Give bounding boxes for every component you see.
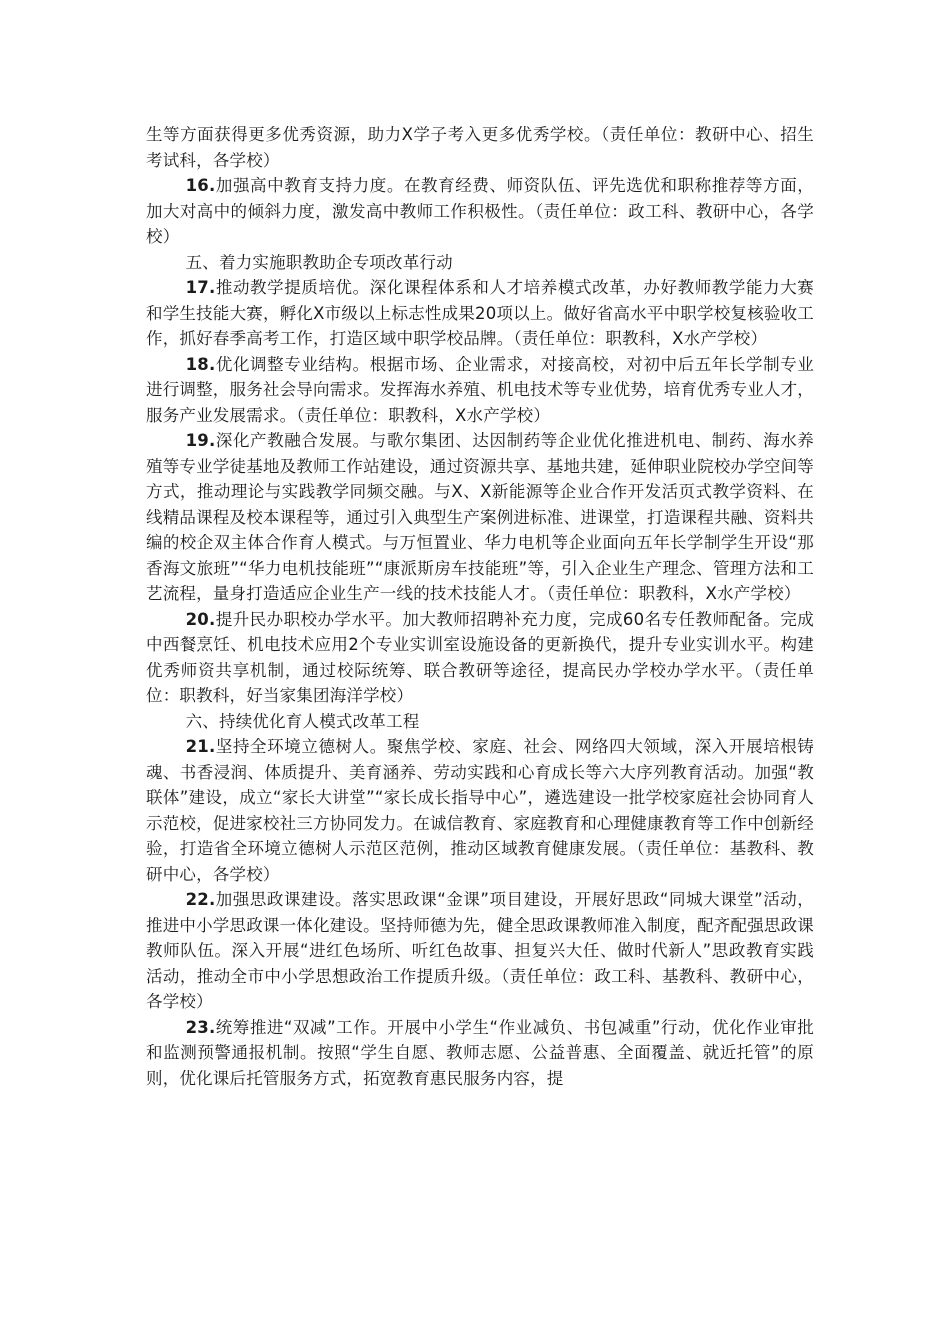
paragraph-item-16 [146, 173, 814, 250]
item-number: 18. [185, 354, 216, 374]
item-number: 19. [185, 431, 216, 450]
paragraph-item-23 [146, 1015, 814, 1092]
item-number: 17. [185, 278, 216, 297]
section-heading-5 [146, 250, 814, 276]
item-number: 21. [185, 737, 216, 756]
item-number: 23. [185, 1017, 216, 1037]
document-page [146, 122, 814, 1091]
paragraph-item-20 [146, 607, 814, 709]
section-heading-6 [146, 709, 814, 735]
paragraph-text: 生等方面获得更多优秀资源，助力X学子考入更多优秀学校。（责任单位：教研中心、招生考试科，各学校） [146, 125, 814, 170]
paragraph-item-17 [146, 275, 814, 352]
heading-text: 六、持续优化育人模式改革工程 [185, 711, 420, 731]
paragraph-text: 推动教学提质培优。深化课程体系和人才培养模式改革，办好教师教学能力大赛和学生技能大赛，孵化X市级以上标志性成果20项以上。做好省高水平中职学校复核验收工作，抓好春季高考工作，打造区域中职学校品牌。（责任单位：职教科，X水产学校） [146, 278, 814, 348]
paragraph-item-19 [146, 428, 814, 607]
paragraph-text: 提升民办职校办学水平。加大教师招聘补充力度，完成60名专任教师配备。完成中西餐烹饪、机电技术应用2个专业实训室设施设备的更新换代，提升专业实训水平。构建优秀师资共享机制，通过校际统筹、联合教研等途径，提高民办学校办学水平。（责任单位：职教科，好当家集团海洋学校） [146, 609, 814, 705]
item-number: 22. [185, 890, 216, 909]
paragraph-text: 加强思政课建设。落实思政课“金课”项目建设，开展好思政“同城大课堂”活动，推进中小学思政课一体化建设。坚持师德为先，健全思政课教师准入制度，配齐配强思政课教师队伍。深入开展“进红色场所、听红色故事、担复兴大任、做时代新人”思政教育实践活动，推动全市中小学思想政治工作提质升级。（责任单位：政工科、基教科、教研中心，各学校） [146, 890, 814, 1011]
paragraph-continuation [146, 122, 814, 173]
paragraph-text: 优化调整专业结构。根据市场、企业需求，对接高校，对初中后五年长学制专业进行调整，服务社会导向需求。发挥海水养殖、机电技术等专业优势，培育优秀专业人才，服务产业发展需求。（责任单位：职教科，X水产学校） [146, 354, 814, 425]
paragraph-text: 深化产教融合发展。与歌尔集团、达因制药等企业优化推进机电、制药、海水养殖等专业学徒基地及教师工作站建设，通过资源共享、基地共建，延伸职业院校办学空间等方式，推动理论与实践教学同频交融。与X、X新能源等企业合作开发活页式教学资料、在线精品课程及校本课程等，通过引入典型生产案例进标准、进课堂，打造课程共融、资料共编的校企双主体合作育人模式。与万恒置业、华力电机等企业面向五年长学制学生开设“那香海文旅班”“华力电机技能班”“康派斯房车技能班”等，引入企业生产理念、管理方法和工艺流程，量身打造适应企业生产一线的技术技能人才。（责任单位：职教科，X水产学校） [146, 431, 814, 603]
paragraph-text: 坚持全环境立德树人。聚焦学校、家庭、社会、网络四大领域，深入开展培根铸魂、书香浸润、体质提升、美育涵养、劳动实践和心育成长等六大序列教育活动。加强“教联体”建设，成立“家长大讲堂”“家长成长指导中心”，遴选建设一批学校家庭社会协同育人示范校，促进家校社三方协同发力。在诚信教育、家庭教育和心理健康教育等工作中创新经验，打造省全环境立德树人示范区范例，推动区域教育健康发展。（责任单位：基教科、教研中心，各学校） [146, 737, 814, 884]
paragraph-item-21 [146, 734, 814, 887]
heading-text: 五、着力实施职教助企专项改革行动 [185, 252, 453, 272]
paragraph-text: 统筹推进“双减”工作。开展中小学生“作业减负、书包减重”行动，优化作业审批和监测预警通报机制。按照“学生自愿、教师志愿、公益普惠、全面覆盖、就近托管”的原则，优化课后托管服务方式，拓宽教育惠民服务内容，提 [146, 1017, 814, 1088]
paragraph-item-22 [146, 887, 814, 1015]
paragraph-item-18 [146, 352, 814, 429]
item-number: 20. [185, 609, 216, 629]
paragraph-text: 加强高中教育支持力度。在教育经费、师资队伍、评先选优和职称推荐等方面，加大对高中的倾斜力度，激发高中教师工作积极性。（责任单位：政工科、教研中心，各学校） [146, 176, 814, 246]
item-number: 16. [185, 176, 216, 195]
